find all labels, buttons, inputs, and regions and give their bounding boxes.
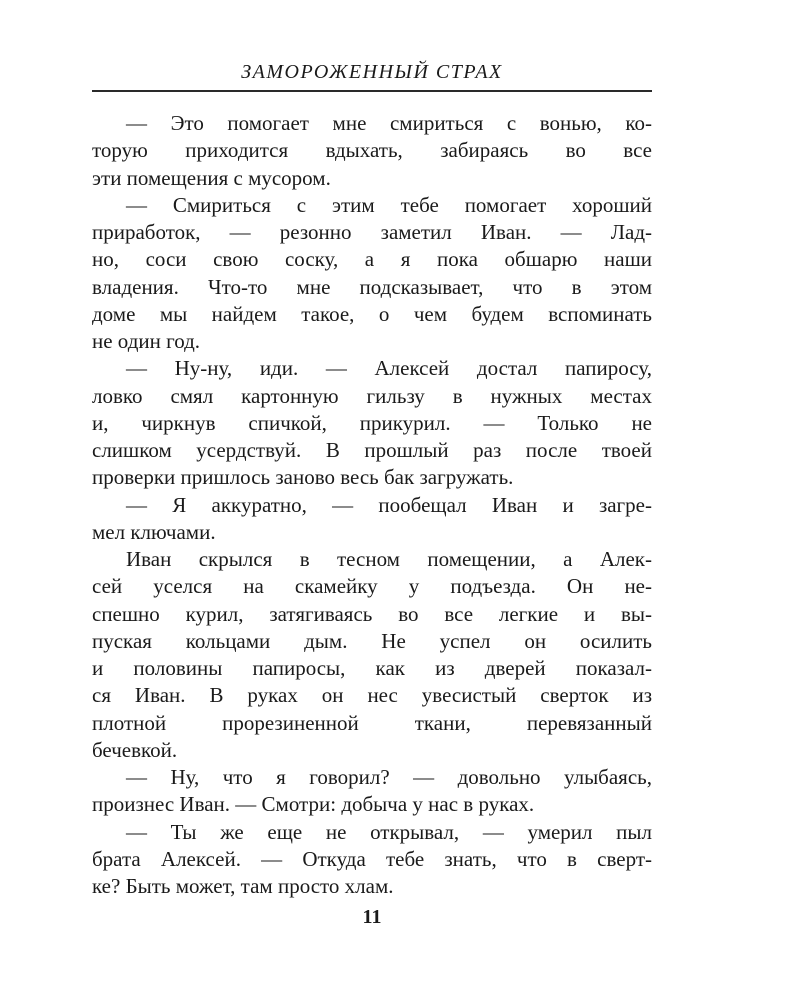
text-line: приработок, — резонно заметил Иван. — Лад- <box>92 220 652 244</box>
text-line: ся Иван. В руках он нес увесистый сверток из <box>92 683 652 708</box>
text-line: — Ну-ну, иди. — Алексей достал папиросу, <box>126 356 652 381</box>
text-line: пуская кольцами дым. Не успел он осилить <box>92 628 652 653</box>
text-line: доме мы найдем такое, о чем будем вспоминать <box>92 301 652 326</box>
book-page <box>92 58 652 928</box>
text-line: эти помещения с мусором. <box>92 165 331 190</box>
text-line: ловко смял картонную гильзу в нужных местах <box>92 383 652 408</box>
text-line: плотной прорезиненной ткани, перевязанный <box>92 710 652 735</box>
text-line: брата Алексей. — Откуда тебе знать, что в сверт- <box>92 846 652 871</box>
text-line: проверки пришлось заново весь бак загружать. <box>92 465 514 490</box>
text-line: и половины папиросы, как из дверей показал- <box>92 656 652 680</box>
text-line: ке? Быть может, там просто хлам. <box>92 874 394 898</box>
text-line: произнес Иван. — Смотри: добыча у нас в руках. <box>92 792 535 817</box>
text-line: сей уселся на скамейку у подъезда. Он не- <box>92 574 652 599</box>
page-number: 11 <box>362 906 382 928</box>
body-text <box>92 110 652 900</box>
header-rule <box>92 90 652 92</box>
text-line: — Ну, что я говорил? — довольно улыбаясь, <box>126 765 652 789</box>
text-line: спешно курил, затягиваясь во все легкие и вы- <box>92 601 652 626</box>
text-line: — Я аккуратно, — пообещал Иван и загре- <box>126 492 652 517</box>
text-line: но, соси свою соску, а я пока обшарю наши <box>92 247 652 272</box>
text-line: — Это помогает мне смириться с вонью, ко- <box>126 111 652 135</box>
text-line: слишком усердствуй. В прошлый раз после твоей <box>92 438 652 462</box>
text-line: — Смириться с этим тебе помогает хороший <box>126 192 652 217</box>
text-line: мел ключами. <box>92 519 216 544</box>
running-head-title: ЗАМОРОЖЕННЫЙ СТРАХ <box>241 61 503 83</box>
text-line: и, чиркнув спичкой, прикурил. — Только не <box>92 410 652 435</box>
text-line: владения. Что-то мне подсказывает, что в этом <box>92 274 652 299</box>
text-line: торую приходится вдыхать, забираясь во все <box>92 138 652 163</box>
text-line: бечевкой. <box>92 737 178 762</box>
text-line: — Ты же еще не открывал, — умерил пыл <box>126 819 652 844</box>
text-line: Иван скрылся в тесном помещении, а Алек- <box>126 547 652 571</box>
text-line: не один год. <box>92 329 201 353</box>
